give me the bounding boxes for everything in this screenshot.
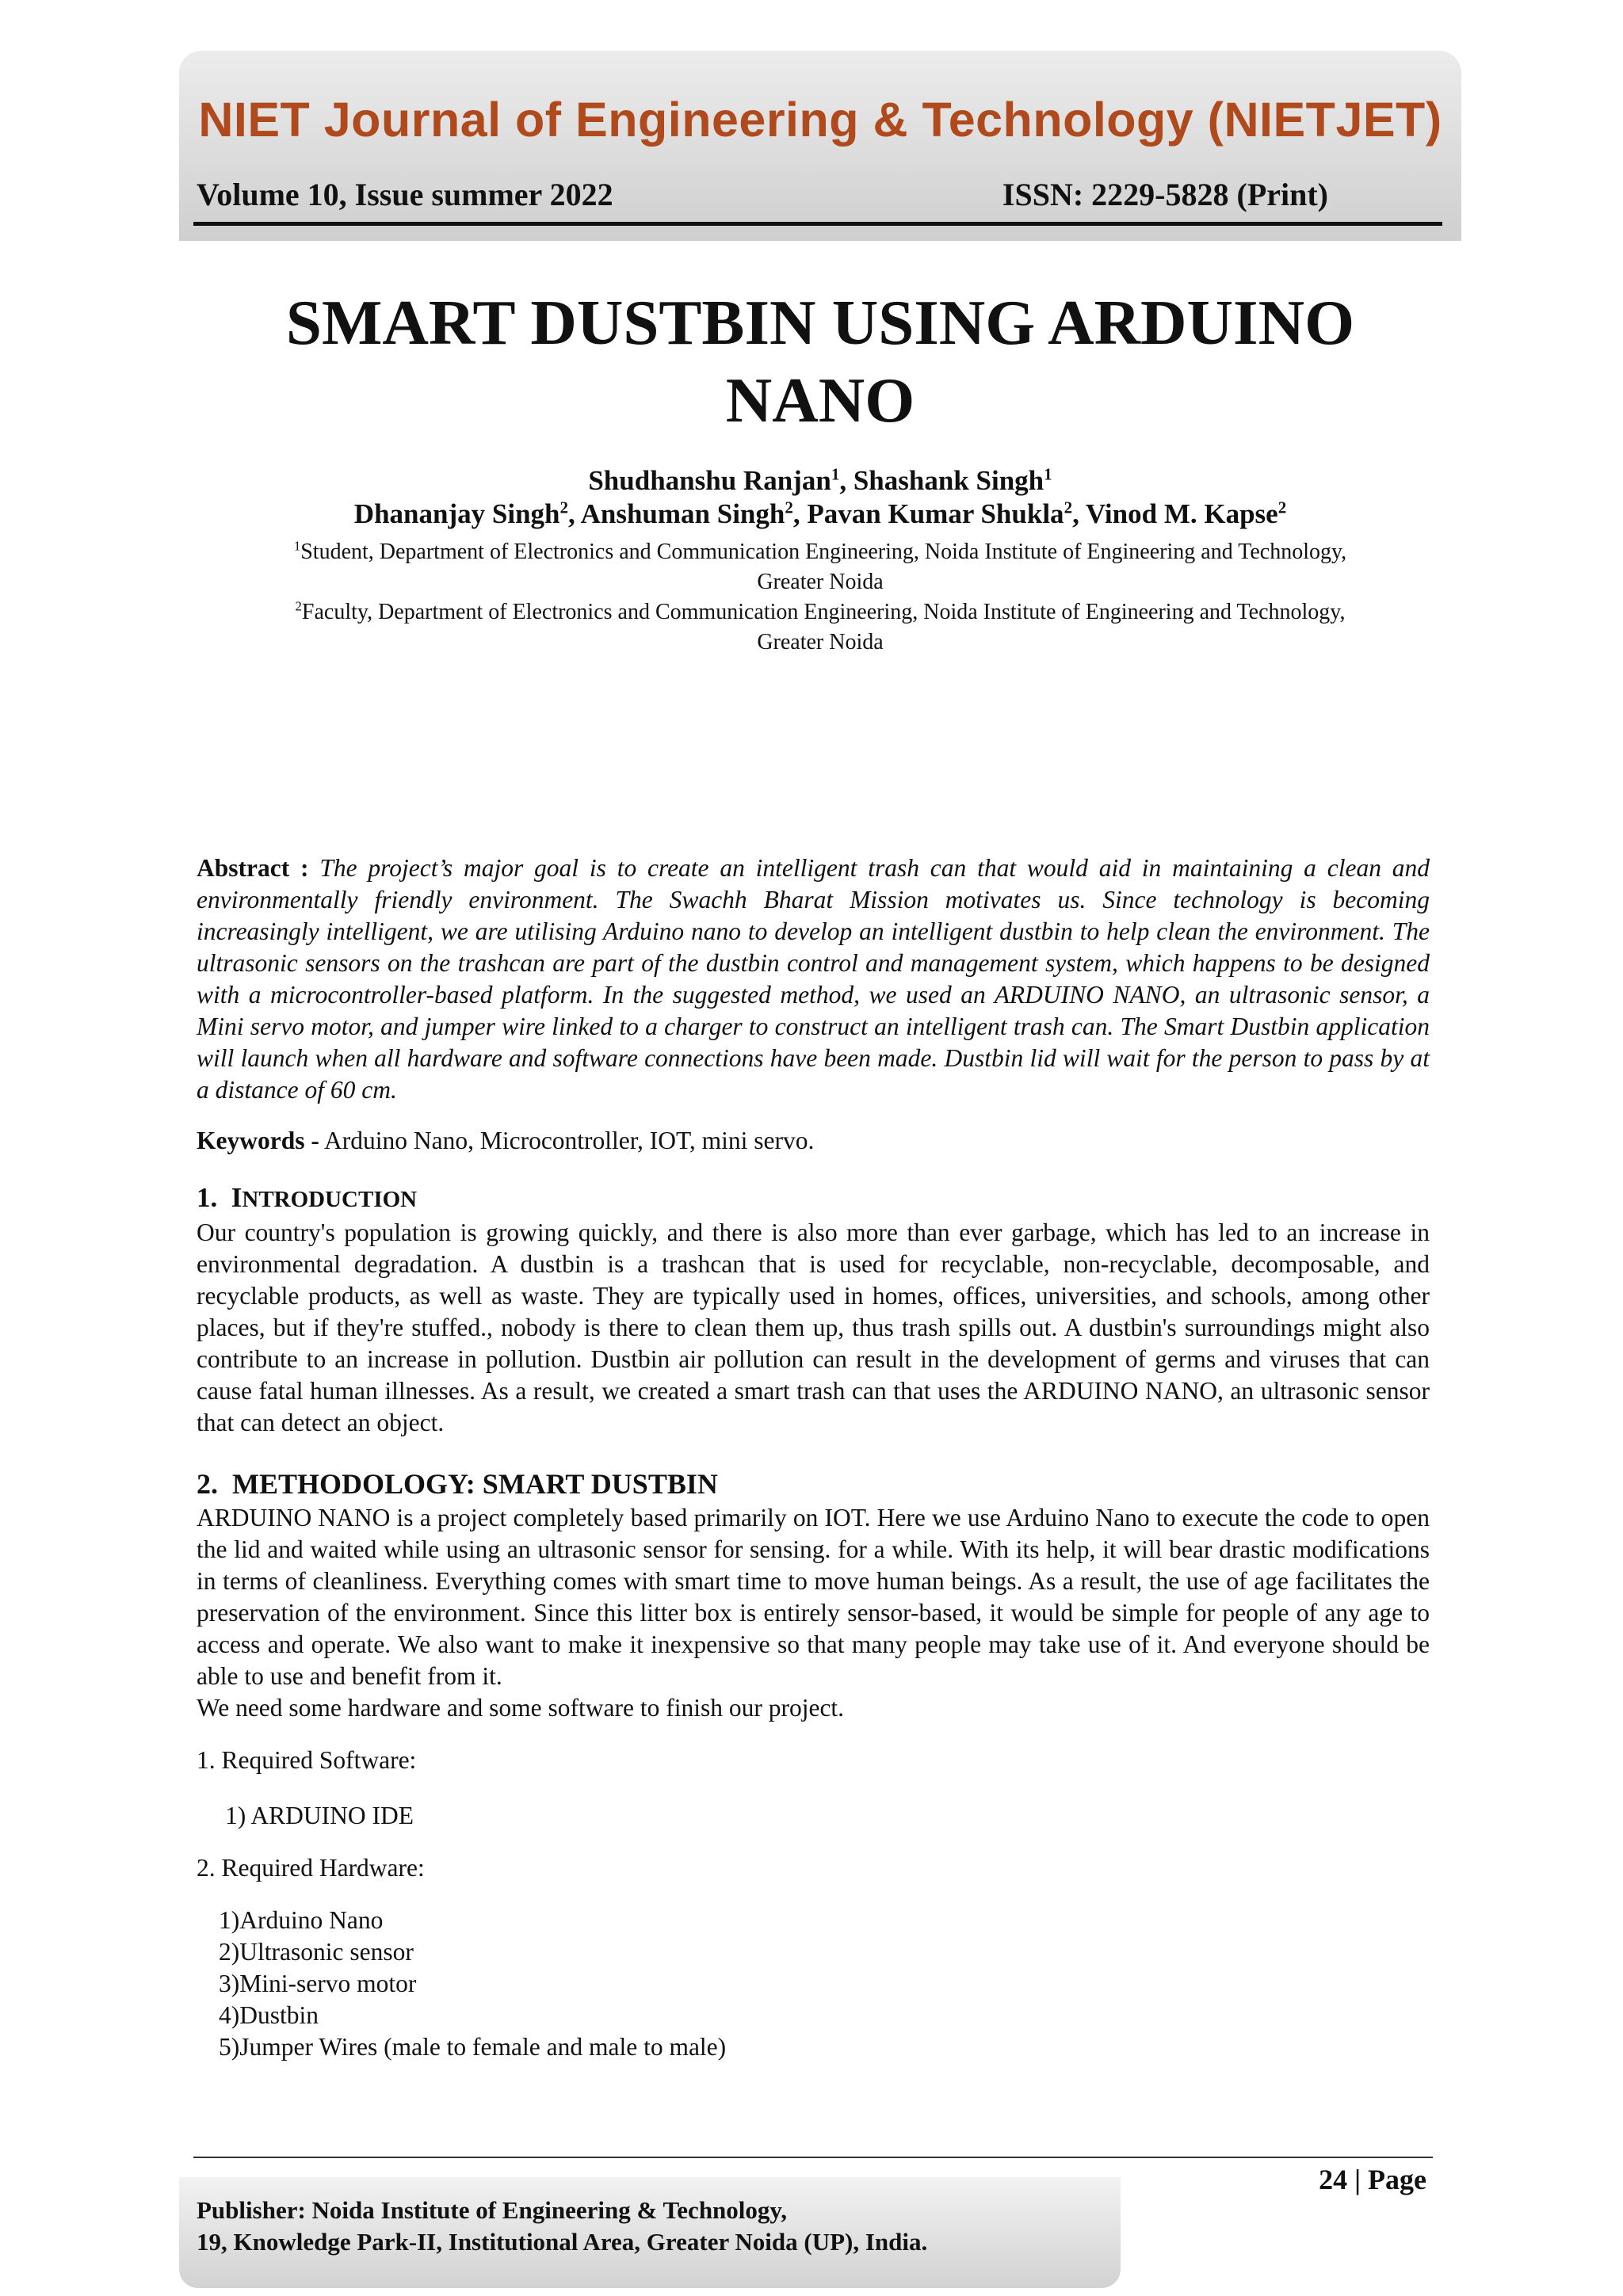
journal-title: NIET Journal of Engineering & Technology (NIETJET) — [198, 93, 1442, 147]
publisher-info — [197, 2195, 927, 2258]
author-name: Shashank Singh — [853, 465, 1044, 496]
keywords — [197, 1125, 1430, 1157]
affiliation-1: $^1$Student, Department of Electronics and Communication Engineering, Noida Institute of Engineering and Technology, — [293, 538, 1347, 564]
author-affiliation-marker: 1 — [831, 464, 840, 484]
abstract-label: Abstract : — [197, 854, 309, 882]
author-name: Anshuman Singh — [580, 498, 785, 529]
author-affiliation-marker: 1 — [1044, 464, 1052, 484]
section-1-heading: 1. INTRODUCTION — [197, 1182, 418, 1213]
section-2-paragraph-2: We need some hardware and some software to finish our project. — [197, 1694, 845, 1722]
title-line-1: SMART DUSTBIN USING ARDUINO — [285, 287, 1355, 358]
author-name: Pavan Kumar Shukla — [807, 498, 1064, 529]
title-line-2: NANO — [725, 364, 915, 436]
affiliation-2: $^2$Faculty, Department of Electronics and Communication Engineering, Noida Institute of Engineering and Technology, — [295, 598, 1346, 624]
page-number: 24 | Page — [1319, 2164, 1426, 2195]
affiliation-1-city: Greater Noida — [757, 570, 884, 594]
section-1-text: Our country's population is growing quickly, and there is also more than ever garbage, which has led to an increase in environmental degradation. A dustbin is a trashcan that is used for recyclable, non-recyclable, decomposable, and recyclable products, as well as waste. They are typically used in homes, offices, universities, and schools, among other places, but if they're stuffed., nobody is there to clean them up, thus trash spills out. A dustbin's surroundings might also contribute to an increase in pollution. Dustbin air pollution can result in the development of germs and viruses that can cause fatal human illnesses. As a result, we created a smart trash can that uses the ARDUINO NANO, an ultrasonic sensor that can detect an object. — [197, 1219, 1430, 1436]
author-affiliation-marker: 2 — [785, 498, 793, 517]
hardware-item: 2)Ultrasonic sensor — [219, 1938, 414, 1966]
software-item: 1) ARDUINO IDE — [225, 1802, 414, 1829]
section-2-paragraph: ARDUINO NANO is a project completely based primarily on IOT. Here we use Arduino Nano to execute the code to open the lid and waited while using an ultrasonic sensor for sensing. for a while. With its help, it will bear drastic modifications in terms of cleanliness. Everything comes with smart time to move human beings. As a result, the use of age facilitates the preservation of the environment. Since this litter box is entirely sensor-based, it would be simple for people of any age to access and operate. We also want to make it inexpensive so that many people may take use of it. And everyone should be able to use and benefit from it. — [197, 1504, 1430, 1690]
authors-line-2: Dhananjay Singh$^2$, Anshuman Singh$^2$, Pavan Kumar Shukla$^2$, Vinod M. Kapse$^2$ — [353, 498, 1287, 529]
affiliations — [179, 537, 1461, 658]
hardware-label: 2. Required Hardware: — [197, 1854, 425, 1882]
keywords-label: Keywords - — [197, 1127, 319, 1154]
software-label: 1. Required Software: — [197, 1746, 417, 1774]
author-name: Dhananjay Singh — [353, 498, 560, 529]
author-affiliation-marker: 2 — [1277, 498, 1287, 517]
issn: ISSN: 2229-5828 (Print) — [1002, 177, 1328, 212]
publisher-line-1: Publisher: Noida Institute of Engineering & Technology, — [197, 2196, 787, 2224]
author-affiliation-marker: 2 — [559, 498, 568, 517]
authors-line-1: Shudhanshu Ranjan$^1$, Shashank Singh$^1$ — [588, 464, 1052, 496]
hardware-item: 1)Arduino Nano — [219, 1906, 384, 1934]
hardware-item: 4)Dustbin — [219, 2001, 319, 2029]
author-name: Vinod M. Kapse — [1085, 498, 1278, 529]
section-2-text — [197, 1502, 1430, 1724]
affiliation-marker: 2 — [295, 598, 302, 614]
author-affiliation-marker: 2 — [1064, 498, 1073, 517]
hardware-item: 5)Jumper Wires (male to female and male to male) — [219, 2033, 727, 2061]
abstract-text: The project’s major goal is to create an intelligent trash can that would aid in maintaining a clean and environmentally friendly environment. The Swachh Bharat Mission motivates us. Since technology is becoming increasingly intelligent, we are utilising Arduino nano to develop an intelligent dustbin to help clean the environment. The ultrasonic sensors on the trashcan are part of the dustbin control and management system, which happens to be designed with a microcontroller-based platform. In the suggested method, we used an ARDUINO NANO, an ultrasonic sensor, a Mini servo motor, and jumper wire linked to a charger to construct an intelligent trash can. The Smart Dustbin application will launch when all hardware and software connections have been made. Dustbin lid will wait for the person to pass by at a distance of 60 cm. — [197, 854, 1430, 1104]
abstract — [197, 852, 1430, 1106]
author-list — [179, 464, 1461, 531]
keywords-text: Arduino Nano, Microcontroller, IOT, mini servo. — [324, 1127, 815, 1154]
publisher-box — [179, 2177, 1121, 2288]
volume-issue: Volume 10, Issue summer 2022 — [197, 177, 613, 212]
paper-title — [179, 284, 1461, 439]
affiliation-2-city: Greater Noida — [757, 630, 884, 654]
header-rule — [193, 222, 1442, 226]
publisher-line-2: 19, Knowledge Park-II, Institutional Area, Greater Noida (UP), India. — [197, 2228, 928, 2256]
journal-header — [179, 51, 1461, 241]
author-name: Shudhanshu Ranjan — [588, 465, 831, 496]
affiliation-marker: 1 — [293, 538, 301, 554]
hardware-item: 3)Mini-servo motor — [219, 1970, 417, 1997]
footer-rule — [193, 2157, 1433, 2158]
section-2-heading: 2. METHODOLOGY: SMART DUSTBIN — [197, 1468, 718, 1500]
